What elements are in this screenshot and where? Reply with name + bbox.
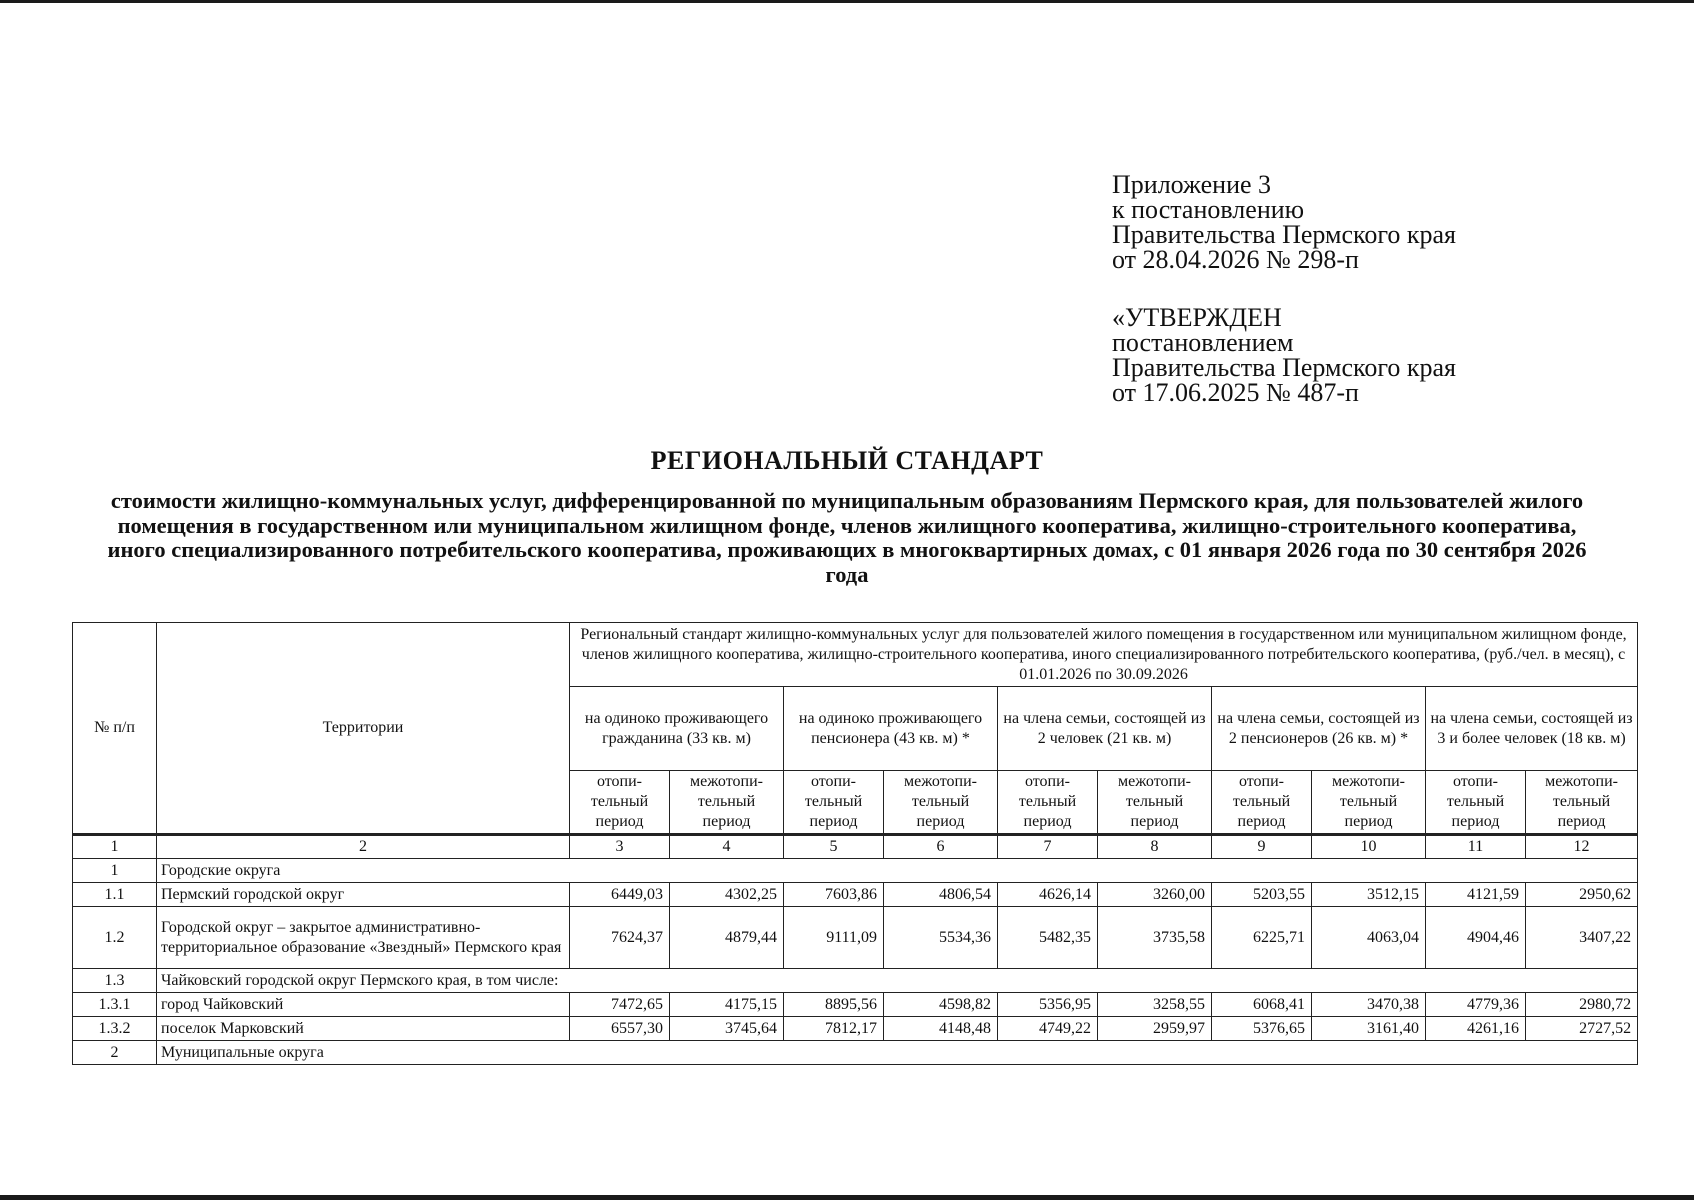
value-cell: 4598,82 [884, 993, 998, 1017]
header-period: межотопи-тельный период [1098, 771, 1212, 835]
appendix-line: к постановлению [1112, 195, 1305, 224]
header-period: межотопи-тельный период [1526, 771, 1638, 835]
value-cell: 4749,22 [998, 1017, 1098, 1041]
header-period: межотопи-тельный период [1312, 771, 1426, 835]
territory-name: поселок Марковский [157, 1017, 570, 1041]
value-cell: 4063,04 [1312, 907, 1426, 969]
row-number: 1.3.2 [73, 1017, 157, 1041]
territory-name: город Чайковский [157, 993, 570, 1017]
standard-table [72, 622, 1638, 1065]
value-cell: 4121,59 [1426, 883, 1526, 907]
table-row [73, 1041, 1638, 1065]
value-cell: 2727,52 [1526, 1017, 1638, 1041]
header-period: межотопи-тельный период [670, 771, 784, 835]
column-number: 9 [1212, 835, 1312, 859]
value-cell: 7812,17 [784, 1017, 884, 1041]
approval-block [1112, 305, 1456, 405]
scan-edge-bottom [0, 1195, 1694, 1200]
value-cell: 3735,58 [1098, 907, 1212, 969]
territory-name: Городские округа [157, 859, 1638, 883]
value-cell: 4148,48 [884, 1017, 998, 1041]
column-number: 6 [884, 835, 998, 859]
value-cell: 3161,40 [1312, 1017, 1426, 1041]
value-cell: 5534,36 [884, 907, 998, 969]
column-number: 12 [1526, 835, 1638, 859]
table-row [73, 907, 1638, 969]
row-number: 2 [73, 1041, 157, 1065]
value-cell: 6449,03 [570, 883, 670, 907]
appendix-block [1112, 172, 1456, 272]
column-number: 10 [1312, 835, 1426, 859]
territory-name: Чайковский городской округ Пермского края, в том числе: [157, 969, 1638, 993]
header-period: отопи-тельный период [784, 771, 884, 835]
value-cell: 3407,22 [1526, 907, 1638, 969]
table-row [73, 1017, 1638, 1041]
column-number: 4 [670, 835, 784, 859]
row-number: 1.3 [73, 969, 157, 993]
value-cell: 2980,72 [1526, 993, 1638, 1017]
value-cell: 4175,15 [670, 993, 784, 1017]
approval-line: Правительства Пермского края [1112, 353, 1456, 382]
column-number: 3 [570, 835, 670, 859]
value-cell: 7472,65 [570, 993, 670, 1017]
value-cell: 2950,62 [1526, 883, 1638, 907]
value-cell: 4302,25 [670, 883, 784, 907]
appendix-line: Приложение 3 [1112, 170, 1272, 199]
row-number: 1.1 [73, 883, 157, 907]
header-category: на одиноко проживающего пенсионера (43 кв. м) * [784, 687, 998, 771]
value-cell: 3512,15 [1312, 883, 1426, 907]
value-cell: 5376,65 [1212, 1017, 1312, 1041]
value-cell: 2959,97 [1098, 1017, 1212, 1041]
approval-line: «УТВЕРЖДЕН [1112, 303, 1282, 332]
value-cell: 3260,00 [1098, 883, 1212, 907]
row-number: 1 [73, 859, 157, 883]
value-cell: 5482,35 [998, 907, 1098, 969]
value-cell: 4806,54 [884, 883, 998, 907]
column-number: 5 [784, 835, 884, 859]
header-period: отопи-тельный период [1426, 771, 1526, 835]
value-cell: 5356,95 [998, 993, 1098, 1017]
territory-name: Пермский городской округ [157, 883, 570, 907]
header-territories: Территории [157, 623, 570, 835]
value-cell: 9111,09 [784, 907, 884, 969]
value-cell: 3745,64 [670, 1017, 784, 1041]
header-group: Региональный стандарт жилищно-коммунальных услуг для пользователей жилого помещения в государственном или муниципальном жилищном фонде, членов жилищного кооператива, жилищно-строительного кооператива, иного специализированного потребительского кооператива, (руб./чел. в месяц), с 01.01.2026 по 30.09.2026 [570, 623, 1638, 687]
column-number: 8 [1098, 835, 1212, 859]
approval-line: постановлением [1112, 328, 1294, 357]
value-cell: 6068,41 [1212, 993, 1312, 1017]
approval-line: от 17.06.2025 № 487-п [1112, 378, 1359, 407]
header-period: отопи-тельный период [998, 771, 1098, 835]
territory-name: Муниципальные округа [157, 1041, 1638, 1065]
table-row [73, 883, 1638, 907]
value-cell: 7603,86 [784, 883, 884, 907]
appendix-line: Правительства Пермского края [1112, 220, 1456, 249]
header-period: межотопи-тельный период [884, 771, 998, 835]
value-cell: 5203,55 [1212, 883, 1312, 907]
table-row [73, 993, 1638, 1017]
column-number: 1 [73, 835, 157, 859]
appendix-line: от 28.04.2026 № 298-п [1112, 245, 1359, 274]
header-category: на одиноко проживающего гражданина (33 кв. м) [570, 687, 784, 771]
value-cell: 6225,71 [1212, 907, 1312, 969]
header-period: отопи-тельный период [570, 771, 670, 835]
value-cell: 6557,30 [570, 1017, 670, 1041]
column-number: 2 [157, 835, 570, 859]
value-cell: 4879,44 [670, 907, 784, 969]
value-cell: 3470,38 [1312, 993, 1426, 1017]
row-number: 1.3.1 [73, 993, 157, 1017]
header-category: на члена семьи, состоящей из 2 пенсионеров (26 кв. м) * [1212, 687, 1426, 771]
header-category: на члена семьи, состоящей из 2 человек (21 кв. м) [998, 687, 1212, 771]
table-row [73, 859, 1638, 883]
value-cell: 7624,37 [570, 907, 670, 969]
document-title: РЕГИОНАЛЬНЫЙ СТАНДАРТ [650, 446, 1044, 475]
value-cell: 3258,55 [1098, 993, 1212, 1017]
table-header [73, 623, 1638, 835]
header-number: № п/п [73, 623, 157, 835]
table-body [73, 835, 1638, 1065]
value-cell: 4261,16 [1426, 1017, 1526, 1041]
column-number: 11 [1426, 835, 1526, 859]
row-number: 1.2 [73, 907, 157, 969]
scan-edge-top [0, 0, 1694, 3]
value-cell: 4626,14 [998, 883, 1098, 907]
value-cell: 4904,46 [1426, 907, 1526, 969]
header-period: отопи-тельный период [1212, 771, 1312, 835]
table-row [73, 969, 1638, 993]
column-number: 7 [998, 835, 1098, 859]
value-cell: 4779,36 [1426, 993, 1526, 1017]
header-category: на члена семьи, состоящей из 3 и более человек (18 кв. м) [1426, 687, 1638, 771]
value-cell: 8895,56 [784, 993, 884, 1017]
territory-name: Городской округ – закрытое административно-территориальное образование «Звездный» Пермского края [157, 907, 570, 969]
document-subtitle: стоимости жилищно-коммунальных услуг, дифференцированной по муниципальным образованиям Пермского края, для пользователей жилого помещения в государственном или муниципальном жилищном фонде, членов жилищного кооператива, жилищно-строительного кооператива, иного специализированного потребительского кооператива, проживающих в многоквартирных домах, с 01 января 2026 года по 30 сентября 2026 года [107, 488, 1587, 587]
